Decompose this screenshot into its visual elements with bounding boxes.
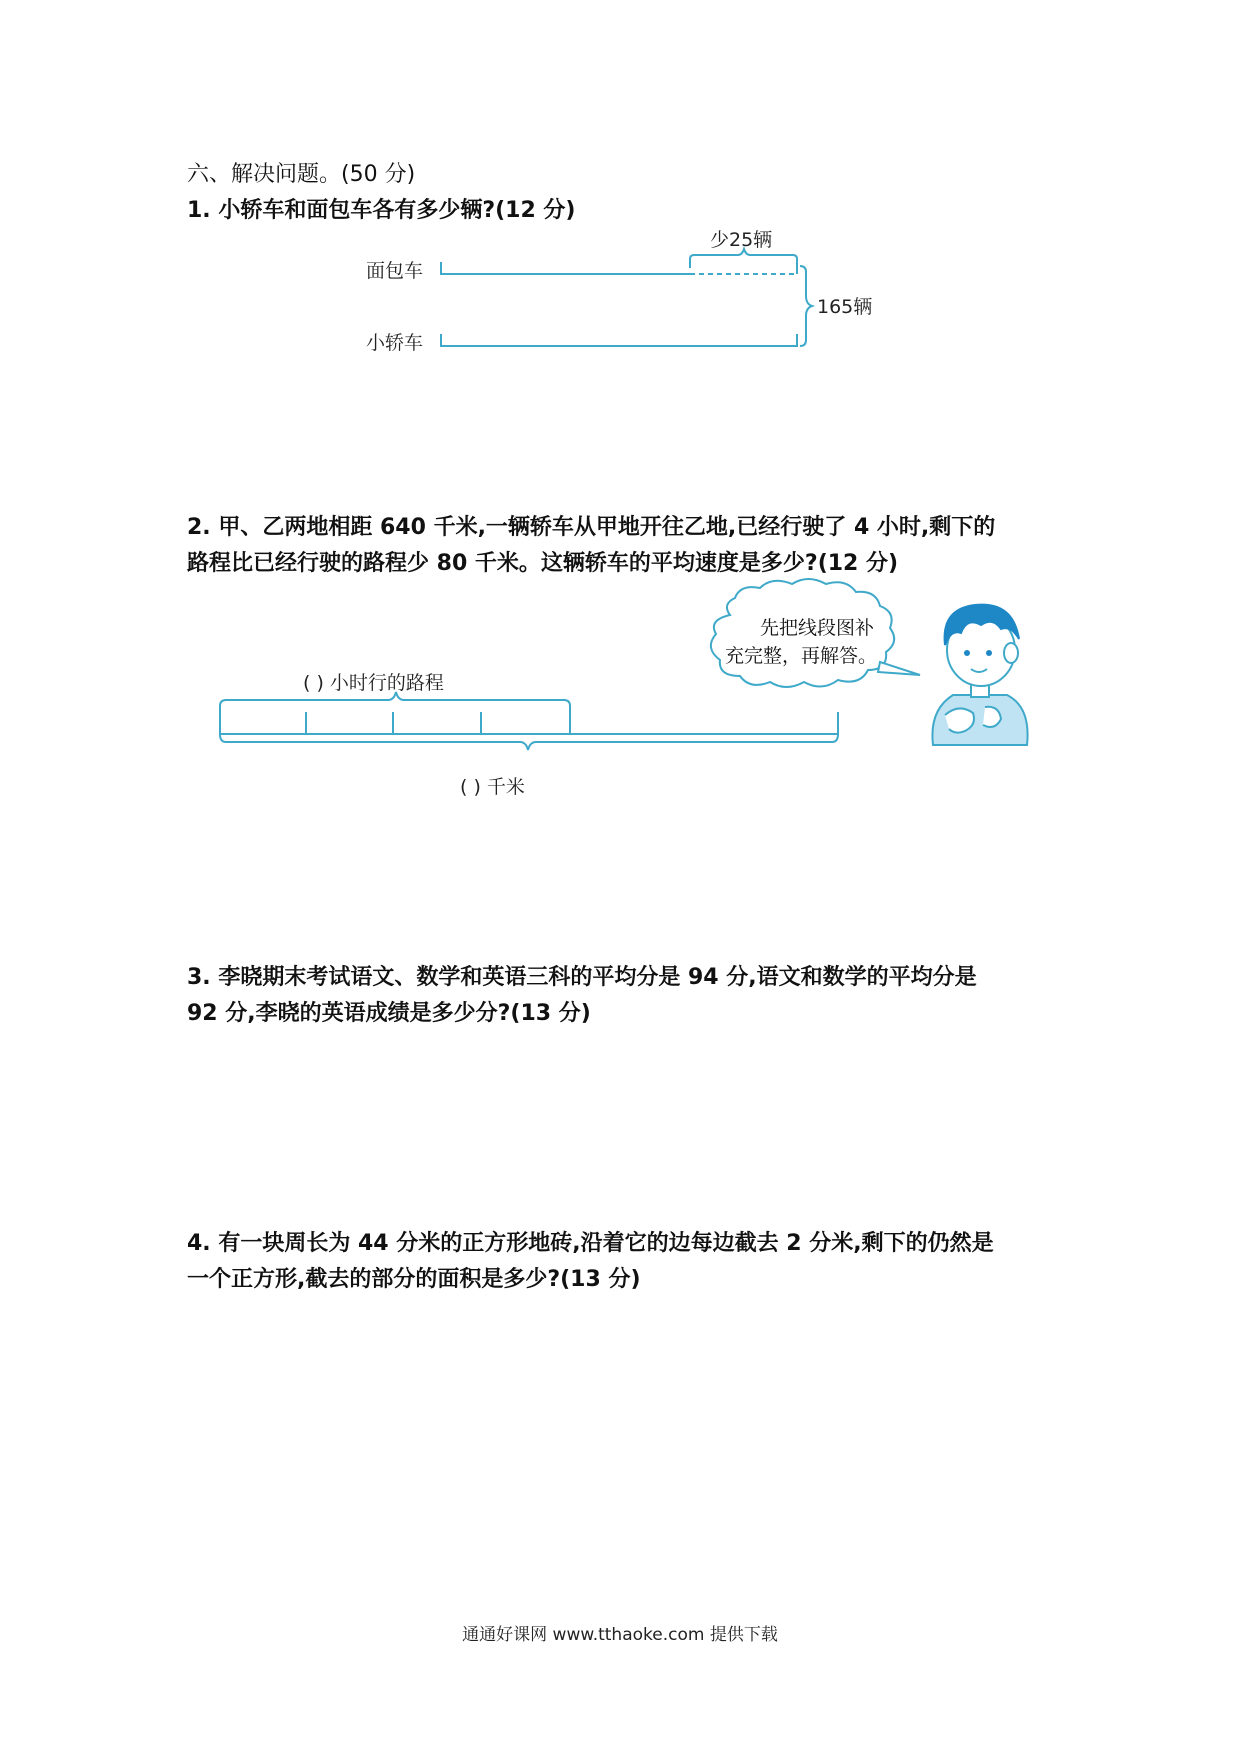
speech-bubble: [0, 0, 1240, 820]
footer-text: 通通好课网 www.tthaoke.com 提供下载: [462, 1625, 778, 1645]
q1-label-less: 少25辆: [710, 229, 773, 251]
question-1: 1. 小轿车和面包车各有多少辆?(12 分): [187, 198, 576, 223]
bubble-line-1: 先把线段图补: [760, 617, 875, 639]
q1-label-van: 面包车: [366, 260, 424, 282]
question-3-line-2: 92 分,李晓的英语成绩是多少分?(13 分): [187, 1001, 591, 1026]
question-2-line-2: 路程比已经行驶的路程少 80 千米。这辆轿车的平均速度是多少?(12 分): [187, 551, 899, 576]
q2-label-hours: ( ) 小时行的路程: [303, 672, 444, 694]
question-2-line-1: 2. 甲、乙两地相距 640 千米,一辆轿车从甲地开往乙地,已经行驶了 4 小时,剩下的: [187, 515, 996, 540]
q2-label-km: ( ) 千米: [460, 776, 525, 798]
q1-label-total: 165辆: [817, 296, 873, 318]
question-4-line-1: 4. 有一块周长为 44 分米的正方形地砖,沿着它的边每边截去 2 分米,剩下的仍然是: [187, 1231, 994, 1256]
bubble-line-2: 充完整，再解答。: [725, 645, 878, 667]
boy-illustration: [915, 595, 1045, 755]
section-title: 六、解决问题。(50 分): [187, 162, 416, 187]
question-3-line-1: 3. 李晓期末考试语文、数学和英语三科的平均分是 94 分,语文和数学的平均分是: [187, 965, 977, 990]
question-4-line-2: 一个正方形,截去的部分的面积是多少?(13 分): [187, 1267, 641, 1292]
q1-label-car: 小轿车: [366, 332, 424, 354]
